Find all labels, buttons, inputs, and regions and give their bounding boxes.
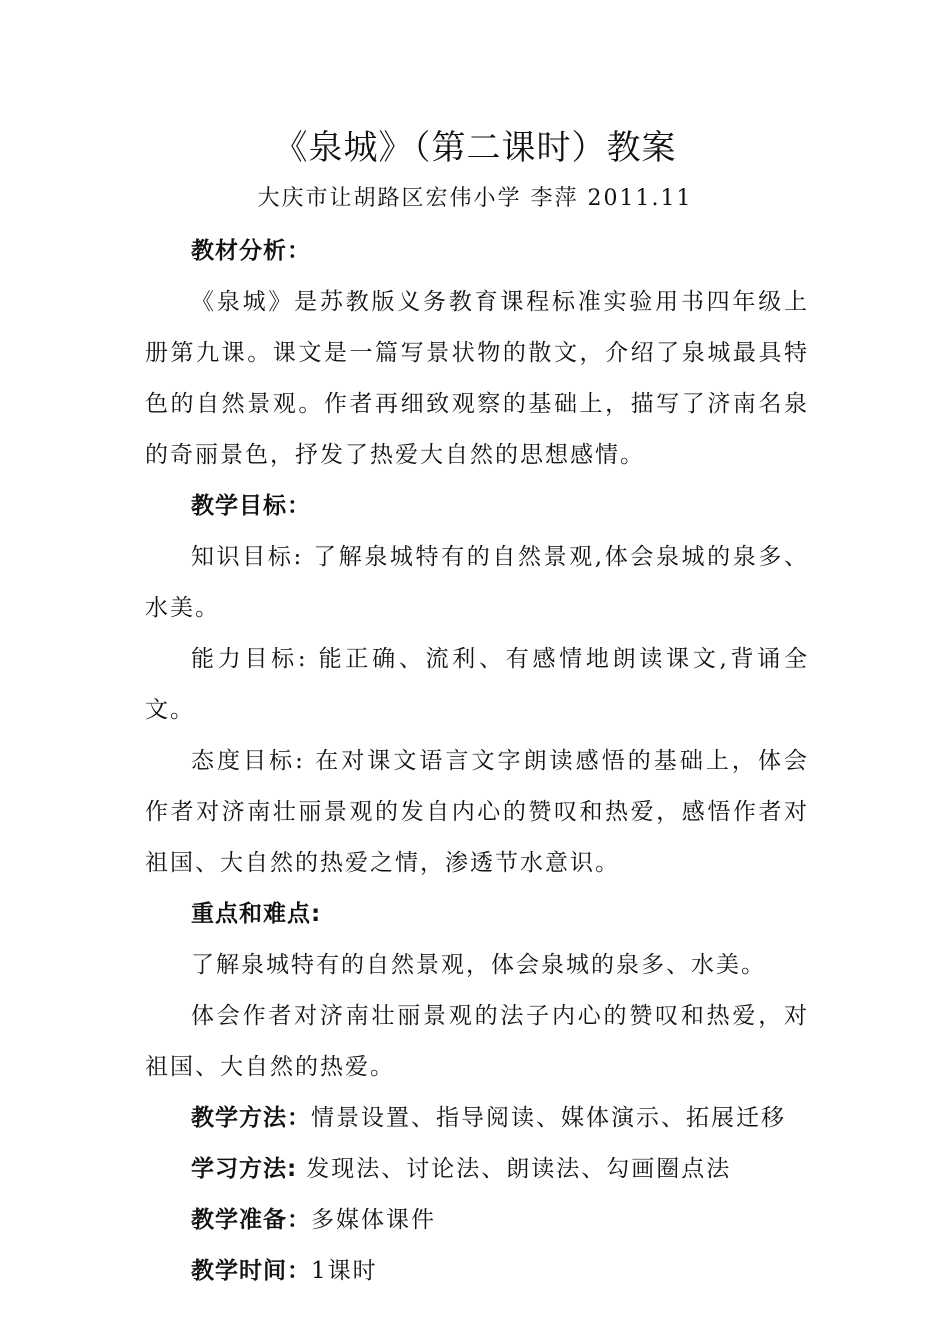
teaching-time-label: 教学时间： [191, 1258, 311, 1284]
teaching-method-label: 教学方法： [191, 1105, 311, 1131]
teaching-time-value: 1课时 [311, 1258, 378, 1284]
learning-method-label: 学习方法: [191, 1156, 307, 1182]
teaching-prep-label: 教学准备： [191, 1207, 311, 1233]
goals-heading: 教学目标： [191, 493, 311, 519]
teaching-prep-row [145, 1195, 809, 1246]
goal-attitude: 态度目标: 在对课文语言文字朗读感悟的基础上，体会作者对济南壮丽景观的发自内心的赞叹和热爱，感悟作者对祖国、大自然的热爱之情，渗透节水意识。 [145, 748, 809, 876]
goal-ability: 能力目标: 能正确、流利、有感情地朗读课文,背诵全文。 [145, 646, 809, 723]
goal-knowledge: 知识目标: 了解泉城特有的自然景观,体会泉城的泉多、水美。 [145, 544, 809, 621]
page-title: 《泉城》（第二课时）教案 [273, 128, 677, 168]
analysis-paragraph: 《泉城》是苏教版义务教育课程标准实验用书四年级上册第九课。课文是一篇写景状物的散文，介绍了泉城最具特色的自然景观。作者再细致观察的基础上，描写了济南名泉的奇丽景色，抒发了热爱大自然的思想感情。 [145, 289, 809, 468]
keypoint-2: 体会作者对济南壮丽景观的法子内心的赞叹和热爱，对祖国、大自然的热爱。 [145, 1003, 809, 1080]
teaching-method-value: 情景设置、指导阅读、媒体演示、拓展迁移 [311, 1105, 786, 1131]
analysis-heading: 教材分析： [191, 238, 311, 264]
author-line: 大庆市让胡路区宏伟小学 李萍 2011.11 [257, 186, 693, 211]
teaching-time-row [145, 1246, 809, 1297]
teaching-method-row [145, 1093, 809, 1144]
learning-method-value: 发现法、讨论法、朗读法、勾画圈点法 [306, 1156, 732, 1182]
learning-method-row [145, 1144, 809, 1195]
keypoints-heading: 重点和难点: [191, 901, 322, 927]
teaching-prep-value: 多媒体课件 [311, 1207, 436, 1233]
document-body [145, 226, 809, 1297]
keypoint-1: 了解泉城特有的自然景观，体会泉城的泉多、水美。 [191, 952, 766, 978]
